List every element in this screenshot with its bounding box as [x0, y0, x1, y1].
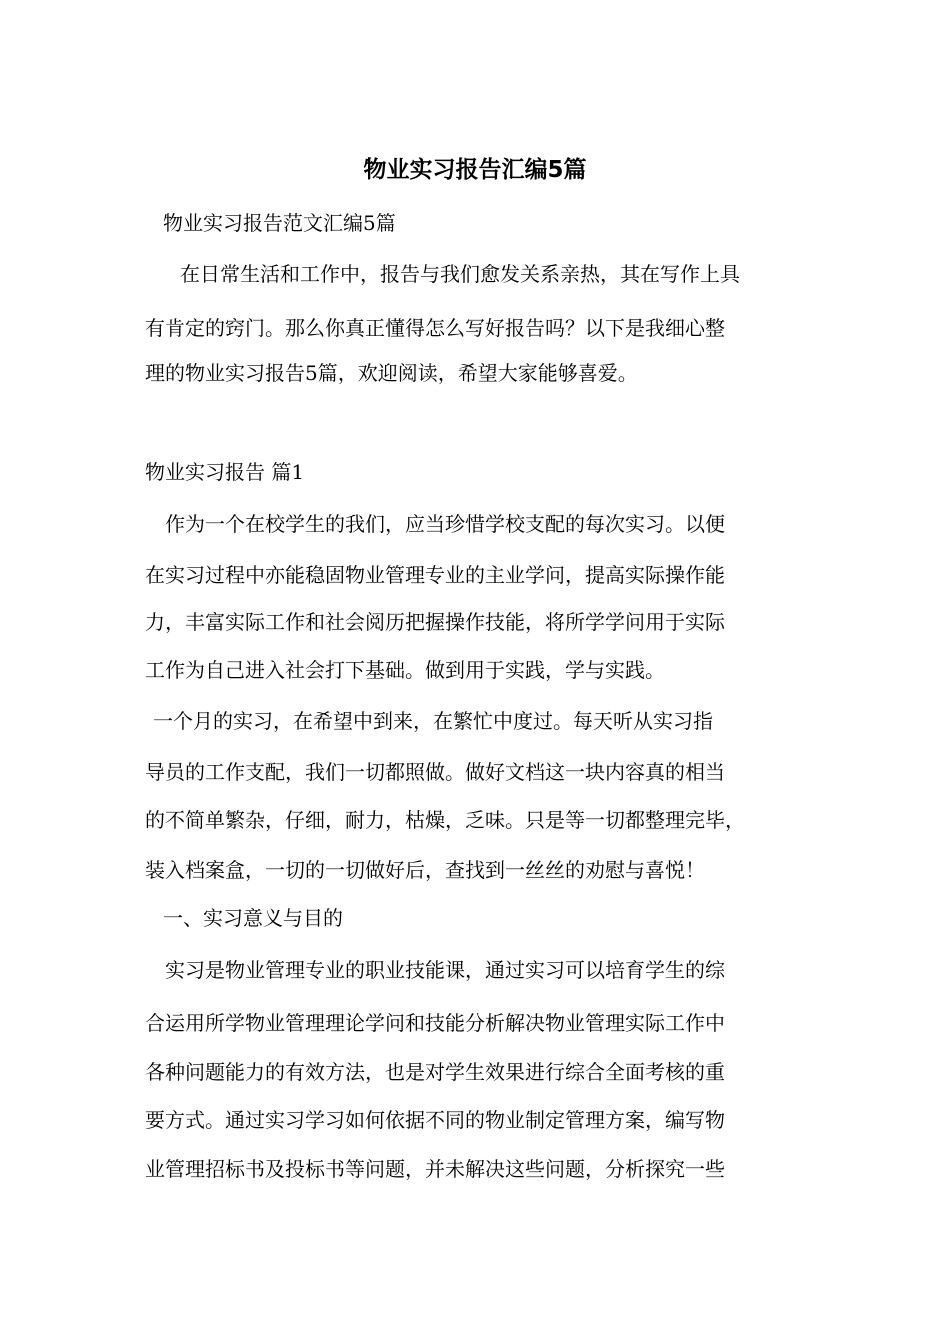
paragraph-line: 业管理招标书及投标书等问题，并未解决这些问题，分析探究一些 [145, 1157, 725, 1181]
paragraph-line: 一个月的实习，在希望中到来，在繁忙中度过。每天听从实习指 [153, 709, 713, 733]
paragraph-line: 实习是物业管理专业的职业技能课，通过实习可以培育学生的综 [165, 958, 725, 982]
subheading: 一、实习意义与目的 [163, 906, 343, 930]
paragraph-line: 合运用所学物业管理理论学问和技能分析解决物业管理实际工作中 [145, 1011, 725, 1035]
intro-line: 在日常生活和工作中，报告与我们愈发关系亲热，其在写作上具 [180, 262, 740, 286]
document-title: 物业实习报告汇编5篇 [363, 157, 587, 183]
section-heading: 物业实习报告 篇1 [145, 460, 305, 484]
paragraph-line: 在实习过程中亦能稳固物业管理专业的主业学问，提高实际操作能 [145, 563, 725, 587]
paragraph-line: 各种问题能力的有效方法，也是对学生效果进行综合全面考核的重 [145, 1060, 725, 1084]
paragraph-line: 的不简单繁杂，仔细，耐力，枯燥，乏味。只是等一切都整理完毕， [145, 808, 745, 832]
intro-line: 理的物业实习报告5篇，欢迎阅读，希望大家能够喜爱。 [145, 361, 638, 385]
paragraph-line: 力，丰富实际工作和社会阅历把握操作技能，将所学学问用于实际 [145, 610, 725, 634]
paragraph-line: 工作为自己进入社会打下基础。做到用于实践，学与实践。 [145, 658, 665, 682]
paragraph-line: 作为一个在校学生的我们，应当珍惜学校支配的每次实习。以便 [165, 512, 725, 536]
intro-line: 有肯定的窍门。那么你真正懂得怎么写好报告吗？以下是我细心整 [145, 316, 725, 340]
paragraph-line: 要方式。通过实习学习如何依据不同的物业制定管理方案，编写物 [145, 1108, 725, 1132]
paragraph-line: 装入档案盒，一切的一切做好后，查找到一丝丝的劝慰与喜悦！ [145, 858, 705, 882]
document-subtitle: 物业实习报告范文汇编5篇 [163, 211, 396, 235]
paragraph-line: 导员的工作支配，我们一切都照做。做好文档这一块内容真的相当 [145, 760, 725, 784]
